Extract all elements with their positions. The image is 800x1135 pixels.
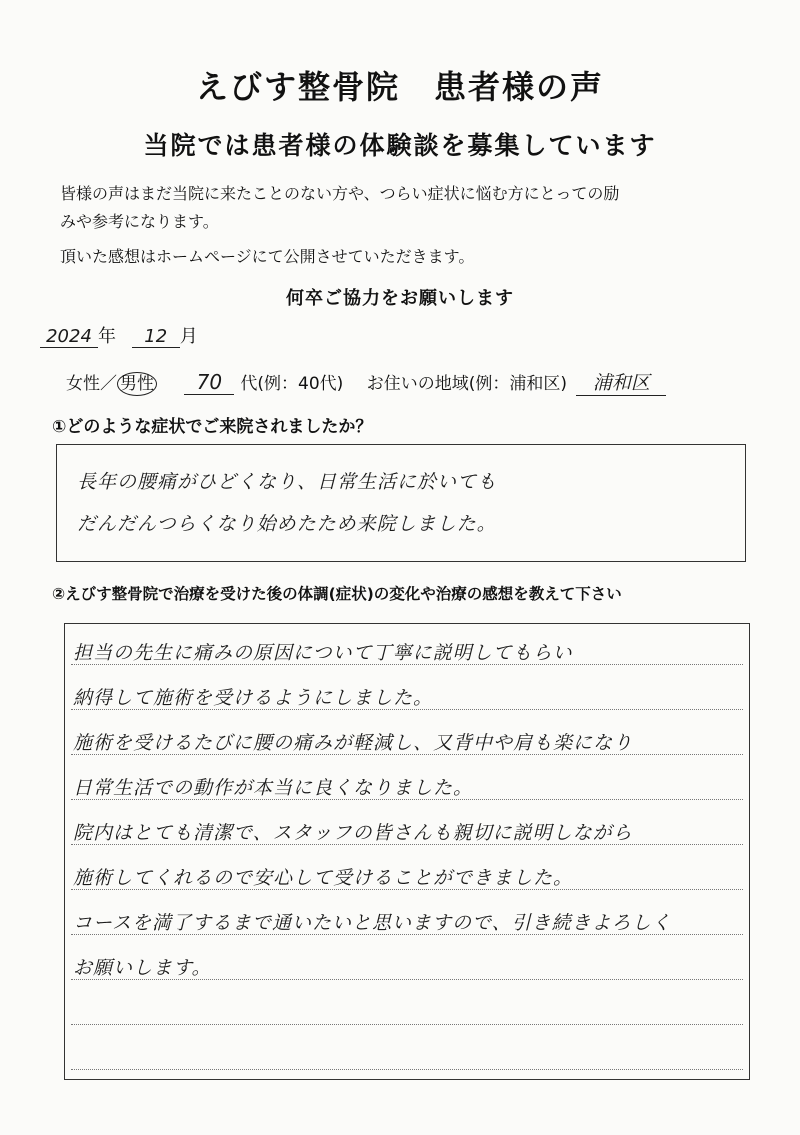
month-label: 月: [179, 326, 198, 347]
age-label: 代(例：40代): [240, 374, 344, 394]
year-label: 年: [98, 326, 116, 347]
intro-line-1: 皆様の声はまだ当院に来たことのない方や、つらい症状に悩む方にとっての励: [60, 184, 620, 203]
gender-separator: ／: [100, 374, 117, 394]
q2-answer-line: 納得して施術を受けるようにしました。: [73, 687, 434, 709]
month-value[interactable]: 12: [132, 326, 180, 348]
gender-male[interactable]: 男性: [117, 372, 157, 396]
profile-row: [66, 368, 666, 396]
q2-answer-line: 施術してくれるので安心して受けることができました。: [73, 867, 574, 889]
q1-answer-line: 長年の腰痛がひどくなり、日常生活に於いても: [77, 471, 498, 493]
ruled-line: [71, 1069, 743, 1070]
question1-label: ①どのような症状でご来院されましたか？: [52, 417, 373, 437]
q2-answer-line: 日常生活での動作が本当に良くなりました。: [73, 777, 474, 799]
ruled-line: [71, 1024, 743, 1025]
q2-answer-line: お願いします。: [73, 957, 212, 979]
q2-answer-line: 施術を受けるたびに腰の痛みが軽減し、又背中や肩も楽になり: [73, 732, 634, 754]
q2-answer-line: 担当の先生に痛みの原因について丁寧に説明してもらい: [73, 642, 573, 664]
q1-answer-line: だんだんつらくなり始めたため来院しました。: [77, 513, 497, 535]
intro-line-2: みや参考になります。: [60, 212, 219, 231]
question1-answer-box[interactable]: [56, 444, 746, 562]
page-title: えびす整骨院 患者様の声: [195, 68, 604, 106]
question2-answer-box[interactable]: [64, 623, 750, 1080]
area-value[interactable]: 浦和区: [576, 368, 666, 396]
gender-female[interactable]: 女性: [66, 374, 100, 394]
request-text: 何卒ご協力をお願いします: [286, 288, 514, 309]
date-row: [40, 322, 198, 348]
area-label: お住いの地域(例：浦和区): [366, 374, 567, 394]
question2-label: ②えびす整骨院で治療を受けた後の体調(症状)の変化や治療の感想を教えて下さい: [52, 585, 622, 603]
page-subtitle: 当院では患者様の体験談を募集しています: [143, 131, 657, 160]
q2-answer-line: コースを満了するまで通いたいと思いますので、引き続きよろしく: [73, 912, 672, 934]
q2-answer-line: 院内はとても清潔で、スタッフの皆さんも親切に説明しながら: [73, 822, 633, 844]
age-value[interactable]: 70: [184, 370, 234, 395]
year-value[interactable]: 2024: [40, 326, 98, 348]
intro-line-3: 頂いた感想はホームページにて公開させていただきます。: [60, 247, 475, 266]
